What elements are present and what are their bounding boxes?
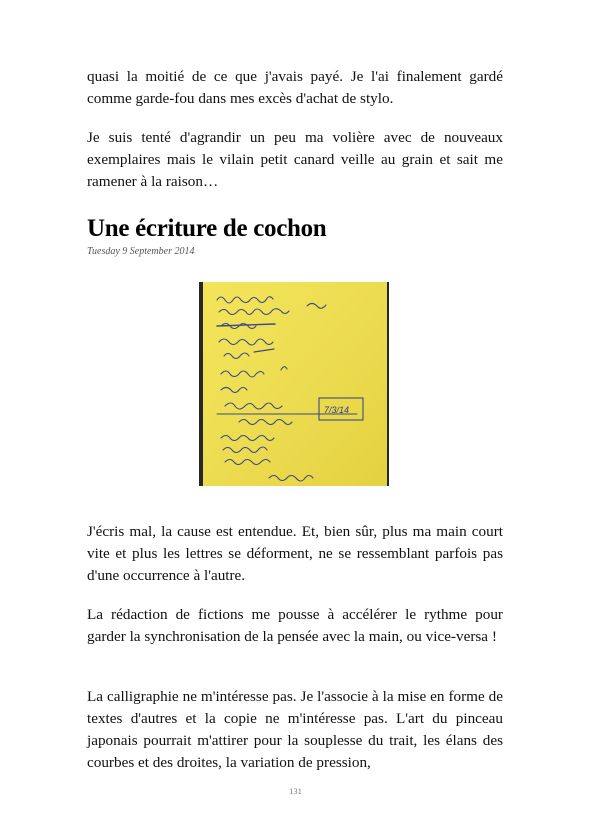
paragraph-redaction-fictions: La rédaction de fictions me pousse à accélérer le rythme pour garder la synchronisation de la pensée avec la main, ou vice-versa ! bbox=[87, 606, 503, 645]
paragraph-ecris-mal: J'écris mal, la cause est entendue. Et, bien sûr, plus ma main court vite et plus les lettres se déforment, ne se ressemblant parfois pas d'une occurrence à l'autre. bbox=[87, 523, 503, 584]
paragraph-calligraphie: La calligraphie ne m'intéresse pas. Je l'associe à la mise en forme de textes d'autres et la copie ne m'intéresse pas. L'art du pinceau japonais pourrait m'attirer pour la souplesse du trait, les élans des courbes et des droites, la variation de pression, bbox=[87, 688, 503, 771]
section-date: Tuesday 9 September 2014 bbox=[87, 246, 195, 257]
paragraph-voliere: Je suis tenté d'agrandir un peu ma volière avec de nouveaux exemplaires mais le vilain petit canard veille au grain et sait me ramener à la raison… bbox=[87, 129, 503, 190]
handwriting-photo bbox=[199, 282, 389, 486]
paragraph-intro-continued: quasi la moitié de ce que j'avais payé. Je l'ai finalement gardé comme garde-fou dans mes excès d'achat de stylo. bbox=[87, 68, 503, 107]
page-number: 131 bbox=[289, 786, 302, 796]
handwriting-sample-image bbox=[199, 282, 389, 486]
handwritten-date-text: 7/3/14 bbox=[324, 405, 350, 415]
section-title: Une écriture de cochon bbox=[87, 215, 327, 242]
